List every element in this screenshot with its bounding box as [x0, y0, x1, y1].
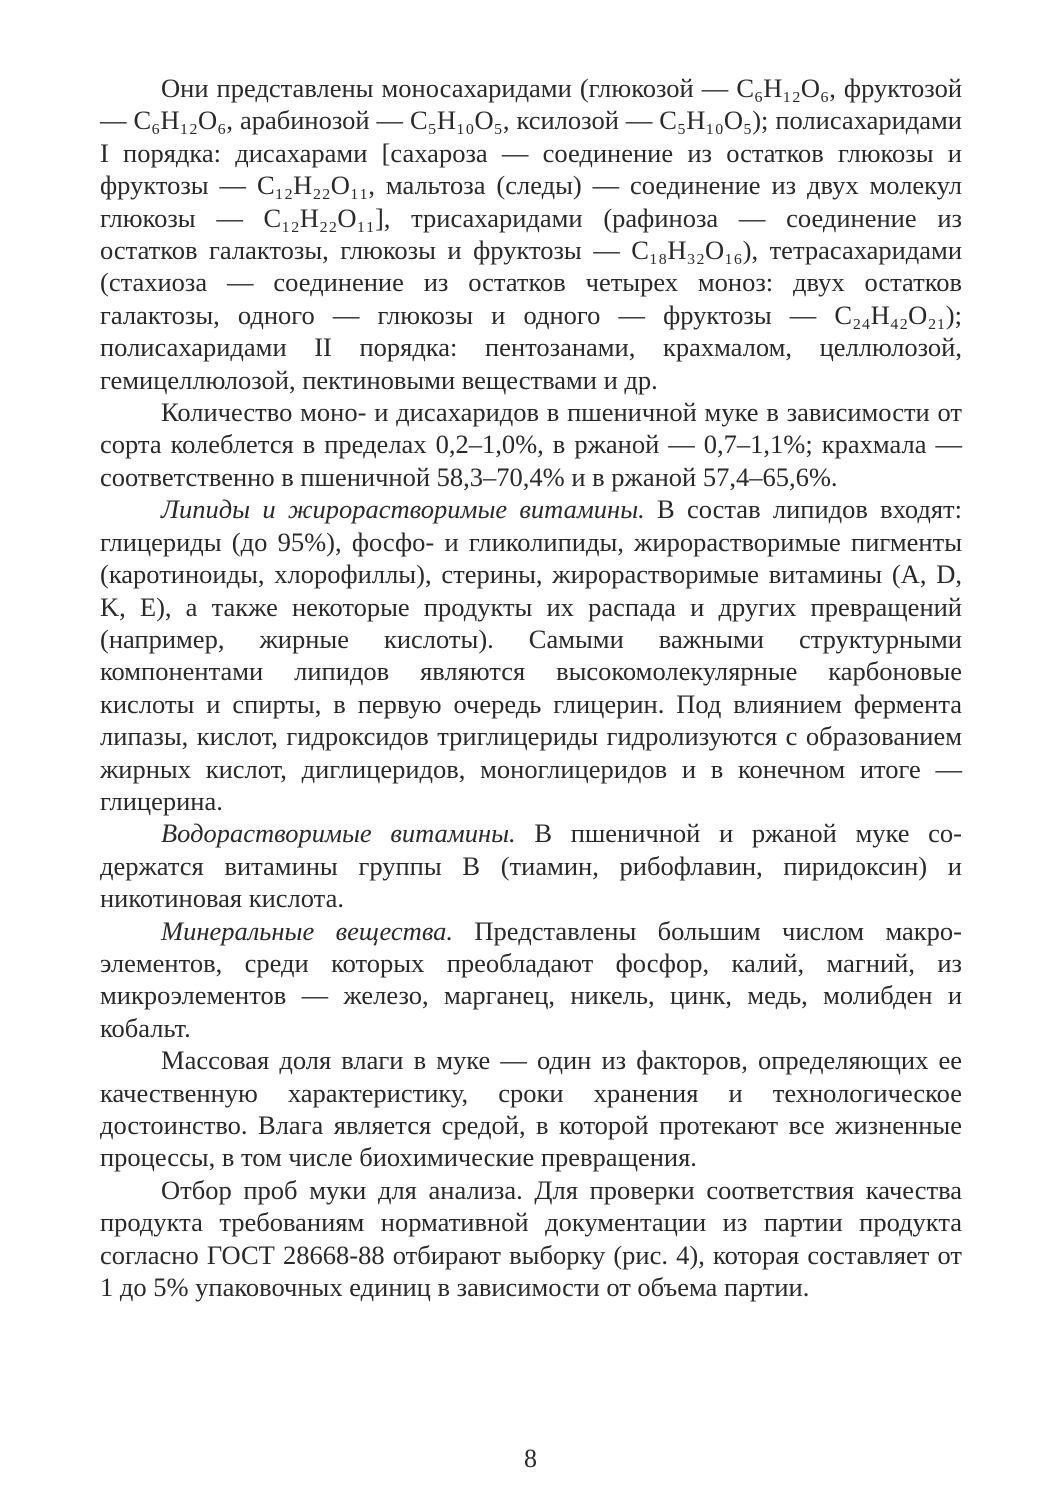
paragraph-heading: Водорастворимые витамины. [161, 818, 516, 849]
paragraph-minerals [100, 915, 962, 1045]
paragraph-text: Массовая доля влаги в муке — один из факторов, определяющих ее качественную характеристику, сроки хранения и технологическое достоинство. Влага является средой, в которой протекают все жизненные процессы, в том числе биохимические превращения. [100, 1045, 962, 1173]
paragraph-carbohydrates [100, 72, 962, 396]
paragraph-lipids [100, 493, 962, 817]
page-body [100, 72, 962, 1303]
paragraph-heading: Минеральные вещества. [161, 915, 454, 946]
page-number: 8 [524, 1444, 537, 1473]
paragraph-moisture [100, 1044, 962, 1174]
paragraph-text: В состав липидов входят: глицериды (до 95%), фосфо- и гликолипиды, жирорастворимые пигменты (каротиноиды, хлорофиллы), стерины, жирорастворимые витамины (A, D, K, E), а также некоторые продукты их распада и других превращений (например, жирные кислоты). Самыми важными структурными компонентами липидов являются высокомолекулярные карбоновые кислоты и спирты, в первую очередь глицерин. Под влиянием фермента липазы, кислот, гидроксидов триглицериды гидролизуются с образованием жирных кислот, диглицеридов, моноглицеридов и в конечном итоге — глицерина. [100, 494, 962, 816]
paragraph-text: Они представлены моносахаридами (глюкозой — C₆H₁₂O₆, фруктозой — C₆H₁₂O₆, арабинозой — C₅H₁₀O₅, ксилозой — C₅H₁₀O₅); полисахаридами I порядка: дисахарами [сахароза — соединение из остатков глюкозы и фруктозы — C₁₂H₂₂O₁₁, мальтоза (следы) — соединение из двух молекул глюкозы — C₁₂H₂₂O₁₁], трисахаридами (рафиноза — соединение из остатков галактозы, глюкозы и фруктозы — C₁₈H₃₂O₁₆), тетрасахаридами (стахиоза — соединение из остатков четырех моноз: двух остатков галактозы, одного — глюкозы и одного — фруктозы — C₂₄H₄₂O₂₁); полисахаридами II порядка: пентозанами, крахмалом, целлюлозой, гемицеллюлозой, пектиновыми веществами и др. [100, 73, 962, 395]
paragraph-sugar-content [100, 396, 962, 493]
paragraph-water-soluble-vitamins [100, 817, 962, 914]
paragraph-text: Количество моно- и дисахаридов в пшеничной муке в зависимости от сорта колеблется в пределах 0,2–1,0%, в ржаной — 0,7–1,1%; крахмала — соответственно в пшеничной 58,3–70,4% и в ржаной 57,4–65,6%. [100, 397, 962, 492]
paragraph-text: В пшеничной и ржаной муке содержатся витамины группы B (тиамин, рибофлавин, пиридоксин) и никотиновая кислота. [100, 818, 962, 914]
paragraph-text: Отбор проб муки для анализа. Для проверки соответствия качества продукта требованиям нормативной документации из партии продукта согласно ГОСТ 28668-88 отбирают выборку (рис. 4), которая составляет от 1 до 5% упаковочных единиц в зависимости от объема партии. [100, 1174, 962, 1303]
paragraph-heading: Липиды и жирорастворимые витамины. [161, 494, 645, 525]
paragraph-text: Представлены большим числом макроэлементов, среди которых преобладают фосфор, калий, магний, из микроэлементов — железо, марганец, никель, цинк, медь, молибден и кобальт. [100, 915, 962, 1043]
paragraph-sampling [100, 1174, 962, 1304]
